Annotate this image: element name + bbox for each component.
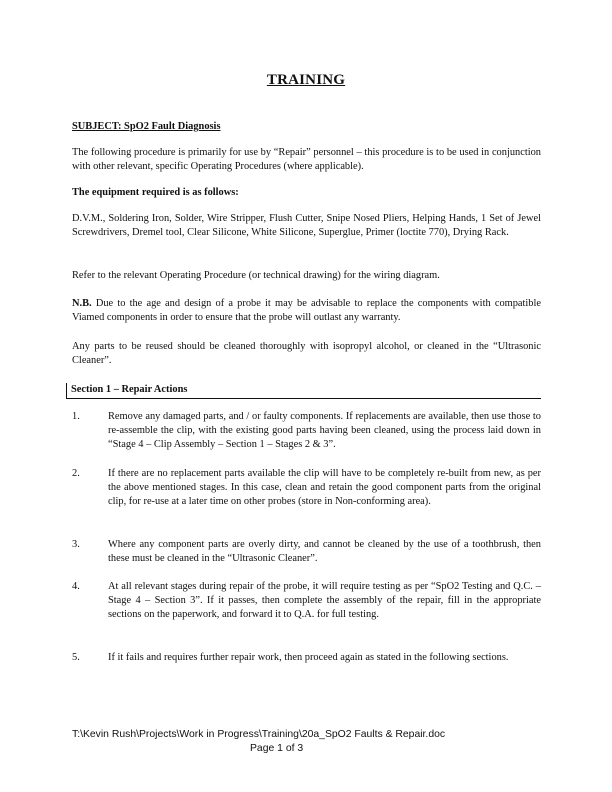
footer-file-path: T:\Kevin Rush\Projects\Work in Progress\Training\20a_SpO2 Faults & Repair.doc [72, 729, 446, 740]
reuse-paragraph: Any parts to be reused should be cleaned thoroughly with isopropyl alcohol, or cleaned in the “Ultrasonic Cleaner”. [72, 341, 541, 367]
item-number: 1. [72, 411, 80, 422]
nb-text: Due to the age and design of a probe it may be advisable to replace the components with compatible Viamed components in order to ensure that the probe will outlast any warranty. [72, 298, 541, 324]
item-number: 4. [72, 581, 80, 592]
refer-paragraph: Refer to the relevant Operating Procedure (or technical drawing) for the wiring diagram. [72, 270, 440, 281]
list-item: If there are no replacement parts available the clip will have to be completely re-built from new, as per the above mentioned stages. In this case, clean and retain the good component parts from the original clip, for re-use at a later time on other probes (store in Non-conforming area). [108, 468, 541, 508]
list-item: If it fails and requires further repair work, then proceed again as stated in the following sections. [108, 652, 509, 663]
list-item: Where any component parts are overly dirty, and cannot be cleaned by the use of a toothbrush, then these must be cleaned in the “Ultrasonic Cleaner”. [108, 539, 541, 565]
heading-underline-rule [66, 398, 541, 399]
heading-left-border [66, 383, 67, 398]
page-title: TRAINING [266, 72, 346, 88]
equipment-list: D.V.M., Soldering Iron, Solder, Wire Stripper, Flush Cutter, Snipe Nosed Pliers, Helping Hands, 1 Set of Jewel Screwdrivers, Dremel tool, Clear Silicone, White Silicone, Superglue, Primer (loctite 770), Drying Rack. [72, 213, 541, 239]
item-number: 3. [72, 539, 80, 550]
list-item: At all relevant stages during repair of the probe, it will require testing as per “SpO2 Testing and Q.C. – Stage 4 – Section 3”. If it passes, then complete the assembly of the repair, fill in the appropriate sections on the paperwork, and forward it to Q.A. for full testing. [108, 581, 541, 621]
item-number: 2. [72, 468, 80, 479]
section-1-heading [66, 383, 541, 397]
list-item: Remove any damaged parts, and / or faulty components. If replacements are available, then use those to re-assemble the clip, with the existing good parts having been cleaned, using the process laid down in “Stage 4 – Clip Assembly – Section 1 – Stages 2 & 3”. [108, 411, 541, 451]
section-1-title: Section 1 – Repair Actions [71, 384, 188, 395]
footer-page-number: Page 1 of 3 [250, 743, 304, 754]
nb-paragraph [72, 297, 541, 325]
item-number: 5. [72, 652, 80, 663]
nb-label: N.B. [72, 298, 92, 309]
equipment-heading: The equipment required is as follows: [72, 187, 239, 198]
subject-heading: SUBJECT: SpO2 Fault Diagnosis [72, 121, 221, 132]
intro-paragraph: The following procedure is primarily for use by “Repair” personnel – this procedure is to be used in conjunction with other relevant, specific Operating Procedures (where applicable). [72, 147, 541, 173]
